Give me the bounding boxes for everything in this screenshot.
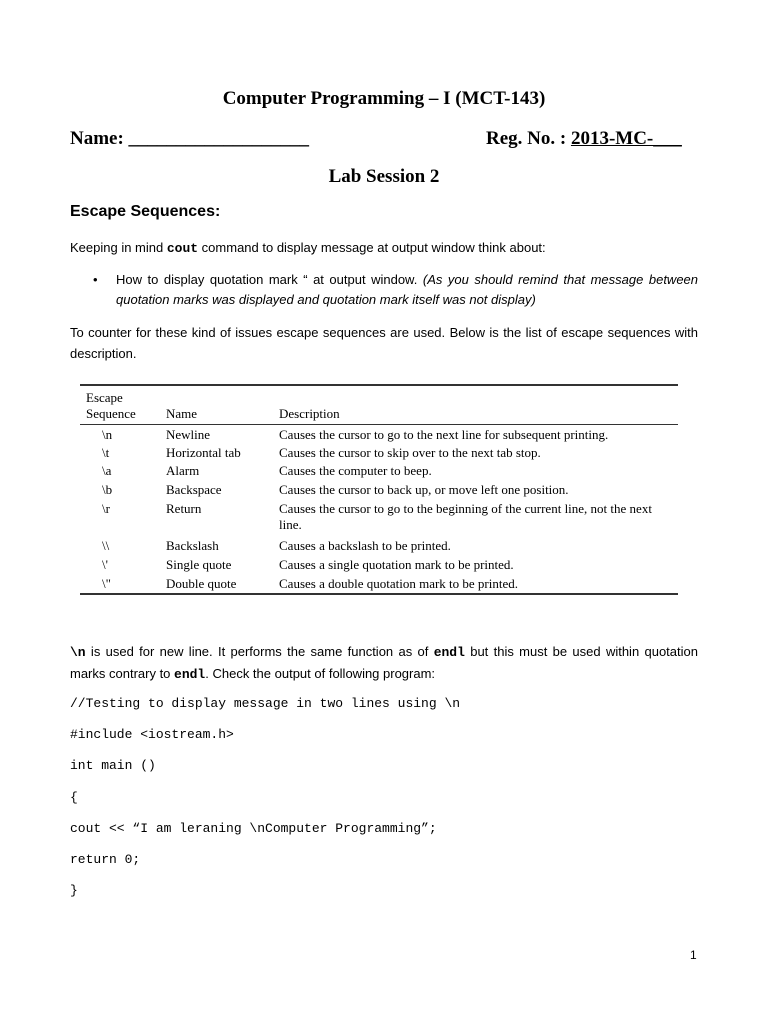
document-title: Computer Programming – I (MCT-143) bbox=[222, 88, 546, 109]
code-line: return 0; bbox=[70, 852, 141, 867]
table-cell-desc: Causes the cursor to skip over to the next tab stop. bbox=[279, 445, 541, 460]
nl-code-3: endl bbox=[174, 667, 206, 682]
intro-before: Keeping in mind bbox=[70, 240, 167, 255]
code-line: int main () bbox=[70, 758, 156, 773]
bullet-dot-icon: • bbox=[93, 272, 98, 287]
table-cell-desc: Causes the cursor to back up, or move left one position. bbox=[279, 482, 569, 497]
table-header-description: Description bbox=[279, 406, 340, 421]
code-line: cout << “I am leraning \nComputer Programming”; bbox=[70, 821, 437, 836]
code-line: { bbox=[70, 790, 78, 805]
table-cell-desc: Causes the computer to beep. bbox=[279, 463, 432, 478]
table-cell-name: Return bbox=[166, 501, 202, 516]
page-number: 1 bbox=[690, 948, 697, 962]
nl-code-2: endl bbox=[433, 645, 465, 660]
bullet-text bbox=[116, 270, 698, 310]
table-cell-name: Single quote bbox=[166, 557, 232, 572]
reg-value: 2013-MC-___ bbox=[570, 128, 682, 149]
table-cell-seq: \n bbox=[102, 427, 113, 442]
name-field-label: Name: ___________________ bbox=[70, 128, 310, 149]
table-cell-name: Horizontal tab bbox=[166, 445, 241, 460]
table-cell-seq: \b bbox=[102, 482, 113, 497]
table-cell-name: Backslash bbox=[166, 538, 219, 553]
bullet-italic: (As you should remind that message between quotation marks was displayed and quotation mark itself was not display) bbox=[116, 272, 699, 307]
intro-cmd: cout bbox=[166, 241, 199, 256]
table-cell-desc: Causes the cursor to go to the beginning of the current line, not the next line. bbox=[279, 501, 652, 532]
nl-code-1: \n bbox=[70, 645, 86, 660]
table-cell-seq: \' bbox=[102, 557, 108, 572]
table-header-name: Name bbox=[166, 406, 198, 421]
nl-text-1: is used for new line. It performs the same function as of bbox=[85, 644, 434, 659]
intro-after: command to display message at output window think about: bbox=[198, 240, 546, 255]
table-cell-desc: Causes a double quotation mark to be printed. bbox=[279, 576, 519, 591]
table-header-rule bbox=[80, 424, 678, 425]
table-top-rule bbox=[80, 384, 678, 386]
table-cell-seq: \" bbox=[102, 576, 111, 591]
table-cell-desc: Causes the cursor to go to the next line for subsequent printing. bbox=[279, 427, 609, 442]
nl-text-2: but this must be used within quotation marks contrary to bbox=[70, 644, 698, 681]
table-cell-seq: \\ bbox=[102, 538, 110, 553]
table-cell-seq: \t bbox=[102, 445, 110, 460]
lab-session-heading: Lab Session 2 bbox=[328, 166, 440, 187]
table-cell-desc: Causes a single quotation mark to be printed. bbox=[279, 557, 514, 572]
bullet-normal: How to display quotation mark “ at output window. bbox=[116, 272, 423, 287]
reg-label: Reg. No. : bbox=[486, 128, 571, 149]
newline-paragraph bbox=[70, 641, 698, 685]
reg-number-line bbox=[486, 128, 682, 150]
code-line: //Testing to display message in two lines using \n bbox=[70, 696, 461, 711]
code-line: #include <iostream.h> bbox=[70, 727, 234, 742]
counter-paragraph: To counter for these kind of issues escape sequences are used. Below is the list of escape sequences with description. bbox=[70, 325, 698, 361]
table-cell-seq: \r bbox=[102, 501, 110, 516]
table-cell-seq: \a bbox=[102, 463, 112, 478]
table-cell-name: Alarm bbox=[166, 463, 200, 478]
table-header-sequence: Escape Sequence bbox=[86, 390, 136, 421]
intro-paragraph bbox=[70, 237, 698, 259]
section-heading: Escape Sequences: bbox=[70, 203, 221, 220]
table-cell-name: Newline bbox=[166, 427, 211, 442]
table-cell-name: Backspace bbox=[166, 482, 222, 497]
table-bottom-rule bbox=[80, 593, 678, 595]
table-cell-name: Double quote bbox=[166, 576, 237, 591]
bullet-item bbox=[93, 270, 698, 310]
code-line: } bbox=[70, 883, 78, 898]
nl-text-3: . Check the output of following program: bbox=[205, 666, 436, 681]
table-cell-desc: Causes a backslash to be printed. bbox=[279, 538, 451, 553]
